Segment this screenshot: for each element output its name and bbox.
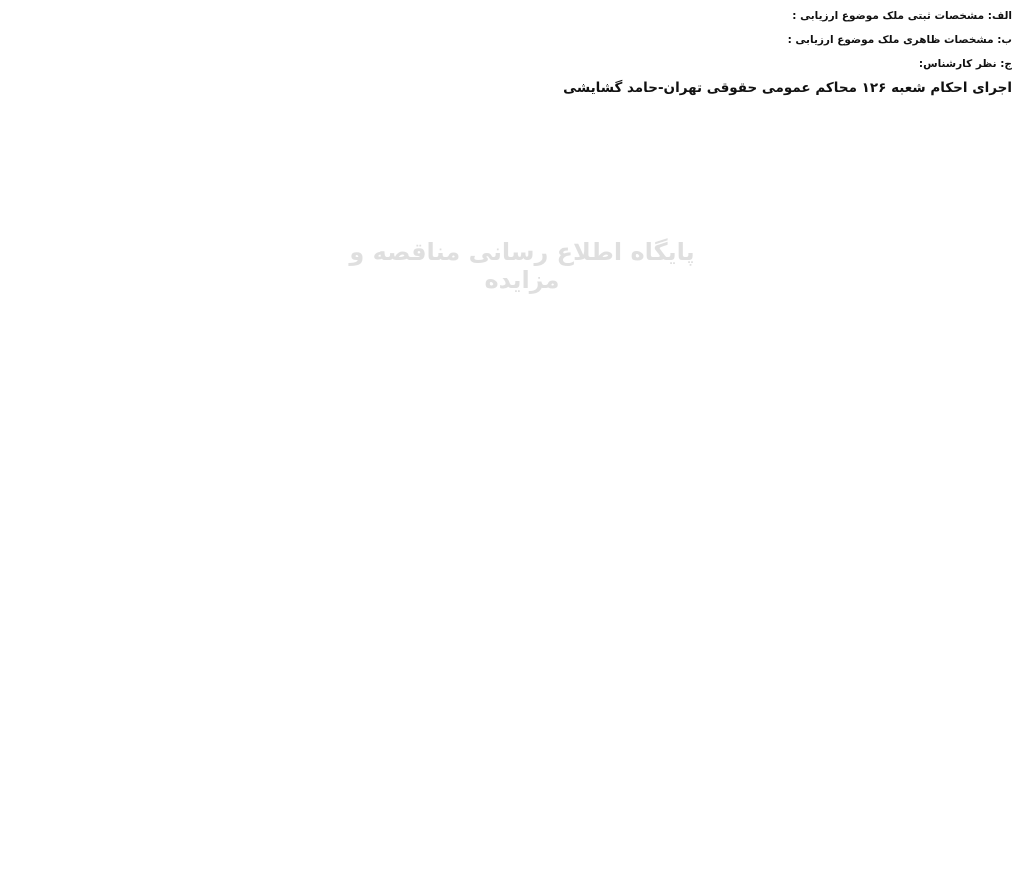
watermark-line-2: پایگاه اطلاع رسانی مناقصه و مزایده (349, 238, 695, 294)
section-a-title: الف: مشخصات ثبتی ملک موضوع ارزیابی : (792, 10, 1012, 22)
section-b-title: ب: مشخصات ظاهری ملک موضوع ارزیابی : (787, 34, 1012, 46)
signature-line: اجرای احکام شعبه ۱۲۶ محاکم عمومی حقوقی تهران-حامد گشایشی (563, 80, 1012, 96)
auction-document (12, 8, 1012, 294)
section-c-title: ج: نظر کارشناس: (918, 58, 1012, 70)
watermark (342, 238, 702, 558)
